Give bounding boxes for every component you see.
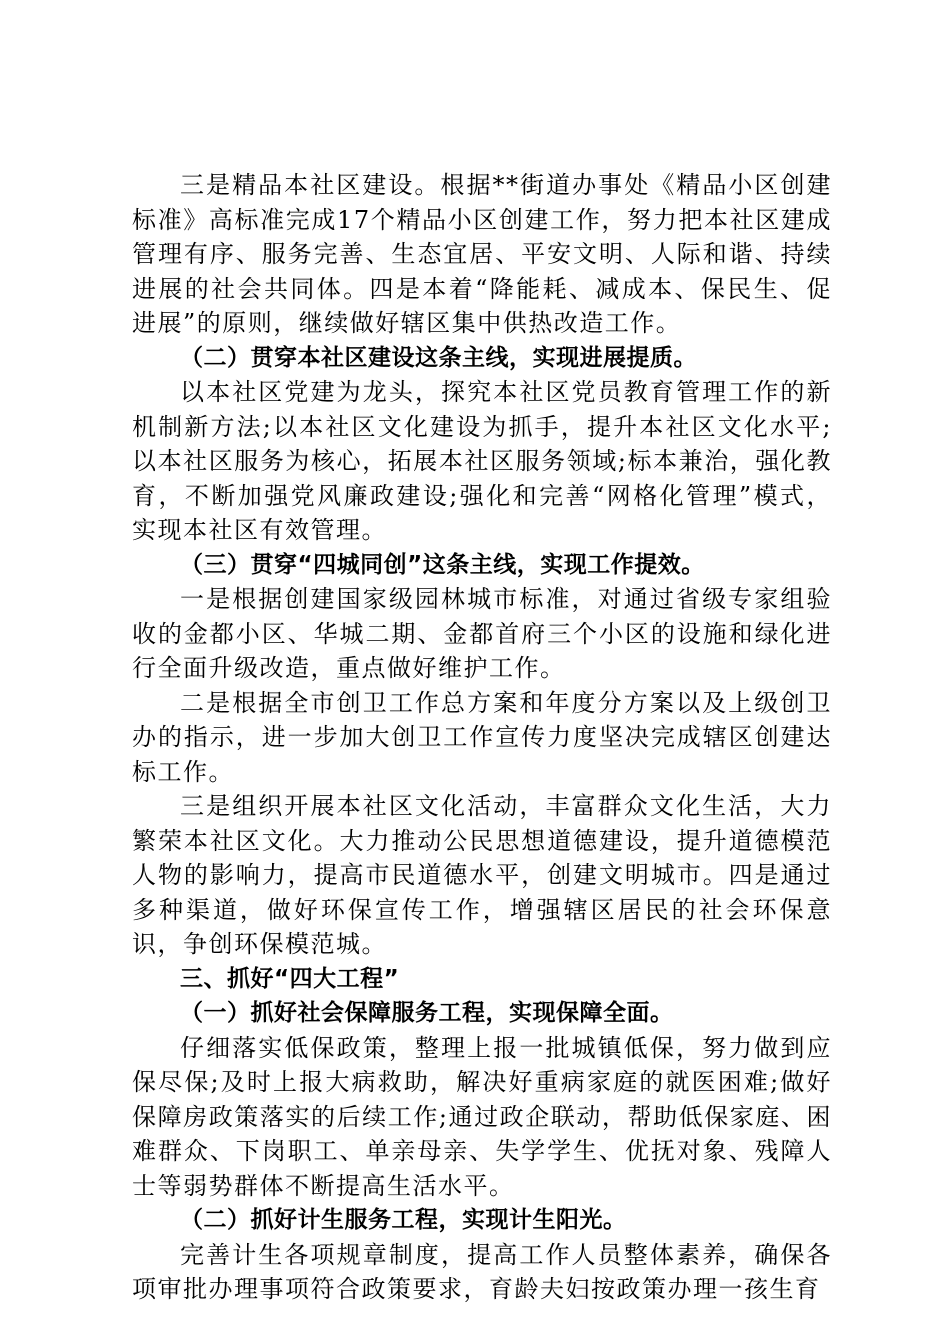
section-heading-four-projects: 三、抓好“四大工程” xyxy=(180,965,400,992)
paragraph-family-planning-rules: 完善计生各项规章制度，提高工作人员整体素养，确保各项审批办理事项符合政策要求，育龄夫妇按政策办理一孩生育 xyxy=(132,1240,832,1303)
section-heading-family-planning: （二）抓好计生服务工程，实现计生阳光。 xyxy=(180,1207,627,1233)
document-body xyxy=(132,168,832,1307)
paragraph-garden-city: 一是根据创建国家级园林城市标准，对通过省级专家组验收的金都小区、华城二期、金都首府三个小区的设施和绿化进行全面升级改造，重点做好维护工作。 xyxy=(132,585,832,682)
paragraph-party-building: 以本社区党建为龙头，探究本社区党员教育管理工作的新机制新方法;以本社区文化建设为抓手，提升本社区文化水平;以本社区服务为核心，拓展本社区服务领域;标本兼治，强化教育，不断加强党风廉政建设;强化和完善“网格化管理”模式，实现本社区有效管理。 xyxy=(132,378,832,544)
paragraph-sanitation: 二是根据全市创卫工作总方案和年度分方案以及上级创卫办的指示，进一步加大创卫工作宣传力度坚决完成辖区创建达标工作。 xyxy=(132,688,832,786)
section-heading-community-main-line: （二）贯穿本社区建设这条主线，实现进展提质。 xyxy=(180,344,697,371)
paragraph-culture-environment: 三是组织开展本社区文化活动，丰富群众文化生活，大力繁荣本社区文化。大力推动公民思想道德建设，提升道德模范人物的影响力，提高市民道德水平，创建文明城市。四是通过多种渠道，做好环保宣传工作，增强辖区居民的社会环保意识，争创环保模范城。 xyxy=(132,792,832,958)
paragraph-low-income-policy: 仔细落实低保政策，整理上报一批城镇低保，努力做到应保尽保;及时上报大病救助，解决好重病家庭的就医困难;做好保障房政策落实的后续工作;通过政企联动，帮助低保家庭、困难群众、下岗职工、单亲母亲、失学学生、优抚对象、残障人士等弱势群体不断提高生活水平。 xyxy=(132,1033,832,1200)
paragraph-precinct-community-construction: 三是精品本社区建设。根据**街道办事处《精品小区创建标准》高标准完成17个精品小区创建工作，努力把本社区建成管理有序、服务完善、生态宜居、平安文明、人际和谐、持续进展的社会共同体。四是本着“降能耗、减成本、保民生、促进展”的原则，继续做好辖区集中供热改造工作。 xyxy=(132,171,832,337)
section-heading-social-security: （一）抓好社会保障服务工程，实现保障全面。 xyxy=(180,1000,674,1026)
section-heading-four-cities: （三）贯穿“四城同创”这条主线，实现工作提效。 xyxy=(180,551,705,578)
